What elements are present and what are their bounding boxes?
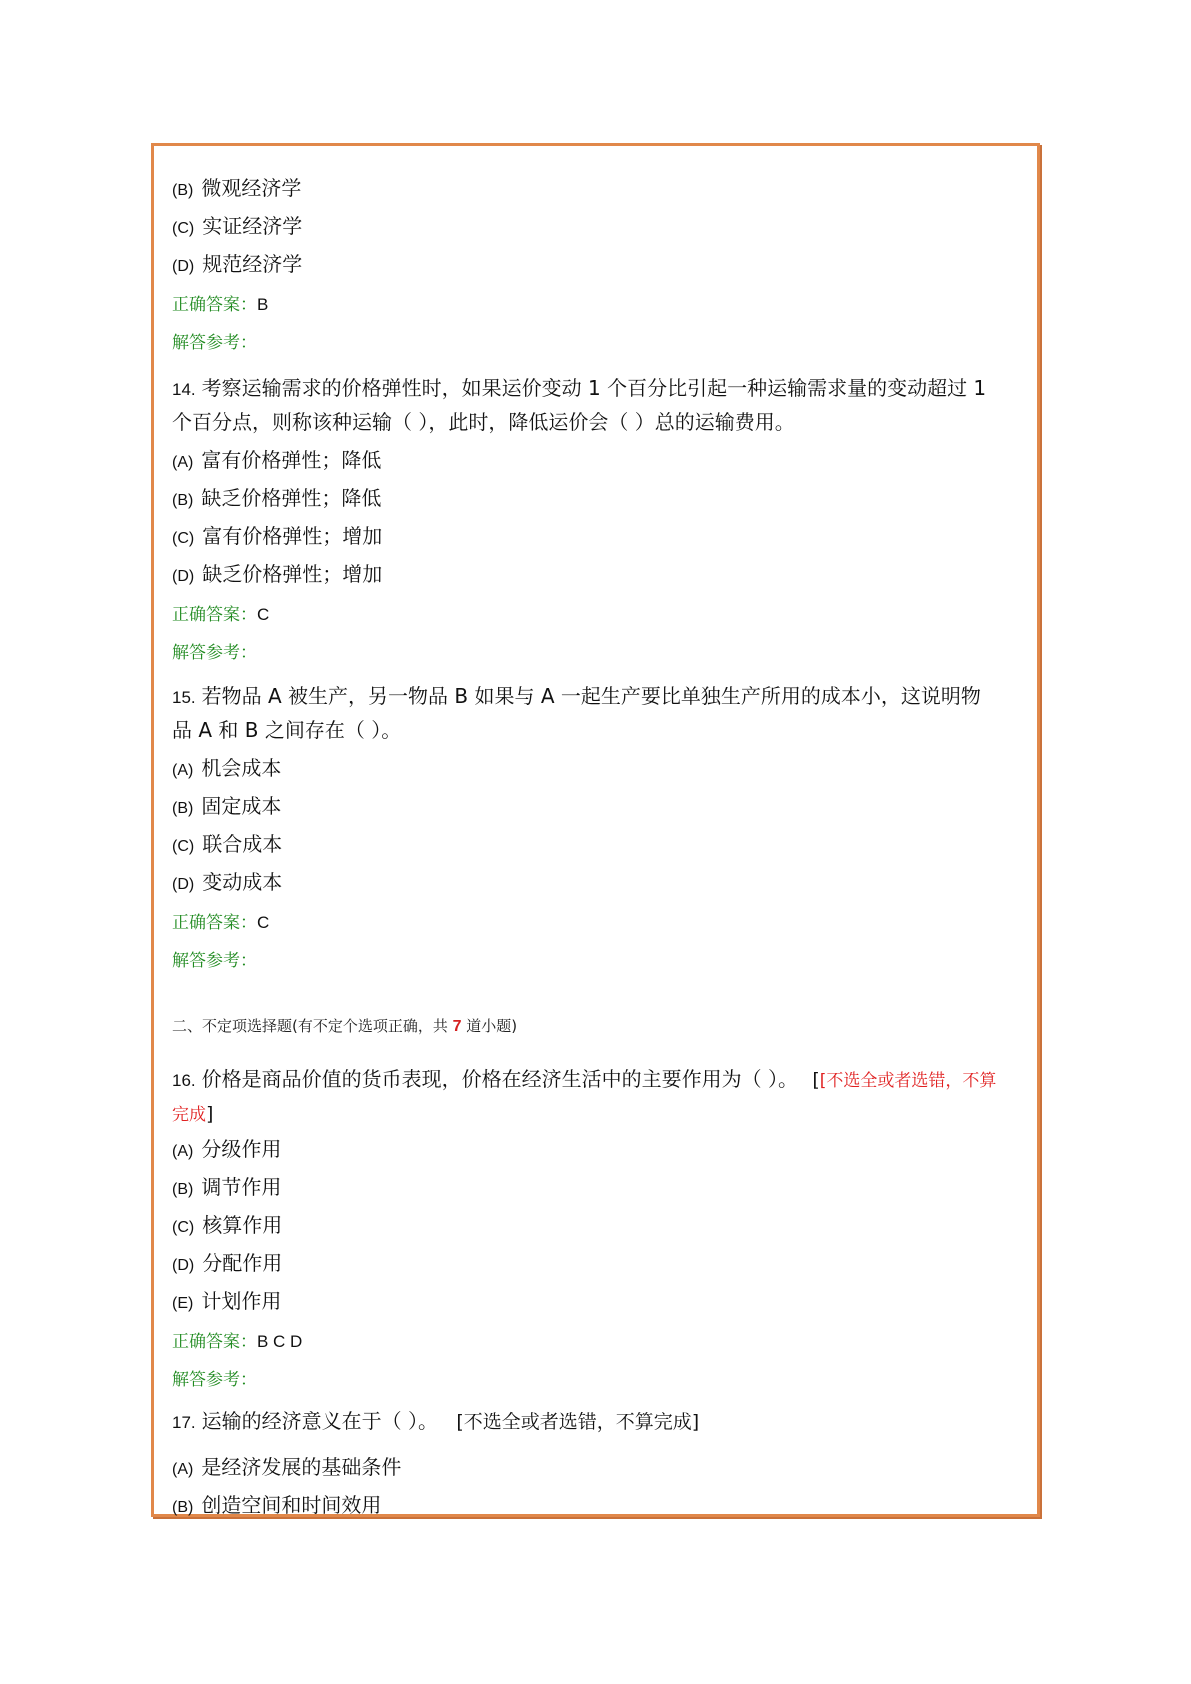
option-text: 富有价格弹性；增加 (202, 524, 383, 548)
option-text: 变动成本 (202, 870, 283, 894)
q17-option-b[interactable] (172, 1489, 381, 1518)
incomplete-warning: [不选全或者选错，不算 (819, 1071, 997, 1091)
option-text: 创造空间和时间效用 (201, 1493, 382, 1517)
q13-option-b[interactable] (172, 172, 301, 201)
option-label: (E) (172, 1295, 194, 1312)
q16-stem: 16. 价格是商品价值的货币表现，价格在经济生活中的主要作用为（ ）。 [[不选全或者选错，不算 完成] (172, 1067, 997, 1125)
q15-reference: 解答参考： (172, 951, 257, 971)
q15-option-c[interactable] (172, 828, 282, 857)
option-label: (C) (172, 1219, 195, 1236)
question-number: 16. (172, 1071, 196, 1090)
q16-option-e[interactable] (172, 1285, 281, 1314)
option-label: (A) (172, 1461, 194, 1478)
q16-option-d[interactable] (172, 1247, 282, 1276)
option-label: (A) (172, 762, 194, 779)
q15-option-a[interactable] (172, 752, 281, 781)
option-label: (A) (172, 1143, 194, 1160)
option-text: 缺乏价格弹性；降低 (201, 486, 382, 510)
q15-answer: 正确答案：C (172, 913, 270, 933)
q15-stem: 15. 若物品 A 被生产，另一物品 B 如果与 A 一起生产要比单独生产所用的成本小，这说明物 品 A 和 B 之间存在（ ）。 (172, 684, 981, 742)
q14-stem: 14. 考察运输需求的价格弹性时，如果运价变动 1 个百分比引起一种运输需求量的变动超过 1 个百分点，则称该种运输（ ），此时，降低运价会（ ）总的运输费用。 (172, 376, 987, 434)
q13-option-c[interactable] (172, 210, 302, 239)
q16-answer: 正确答案：B C D (172, 1332, 303, 1352)
q15-option-d[interactable] (172, 866, 282, 895)
option-text: 实证经济学 (202, 214, 303, 238)
q14-answer: 正确答案：C (172, 605, 270, 625)
option-label: (D) (172, 568, 195, 585)
option-label: (D) (172, 876, 195, 893)
option-text: 机会成本 (201, 756, 282, 780)
option-text: 分配作用 (202, 1251, 283, 1275)
option-text: 分级作用 (201, 1137, 282, 1161)
q16-option-b[interactable] (172, 1171, 281, 1200)
option-text: 固定成本 (201, 794, 282, 818)
q13-reference: 解答参考： (172, 333, 257, 353)
q16-option-a[interactable] (172, 1133, 281, 1162)
q13-option-d[interactable] (172, 248, 302, 277)
question-count: 7 (452, 1018, 462, 1035)
option-label: (B) (172, 492, 194, 509)
q14-reference: 解答参考： (172, 643, 257, 663)
question-number: 14. (172, 380, 196, 399)
q13-answer: 正确答案：B (172, 295, 269, 315)
question-frame (151, 143, 1040, 1517)
q14-option-d[interactable] (172, 558, 382, 587)
option-text: 缺乏价格弹性；增加 (202, 562, 383, 586)
option-label: (B) (172, 182, 194, 199)
q14-option-a[interactable] (172, 444, 381, 473)
answer-value: B (257, 295, 269, 314)
option-label: (C) (172, 220, 195, 237)
option-text: 联合成本 (202, 832, 283, 856)
answer-value: B C D (257, 1332, 303, 1351)
option-text: 计划作用 (201, 1289, 282, 1313)
answer-value: C (257, 605, 270, 624)
option-text: 核算作用 (202, 1213, 283, 1237)
section-heading: 二、不定项选择题(有不定个选项正确，共 7 道小题) (172, 1017, 518, 1035)
option-label: (D) (172, 1257, 195, 1274)
incomplete-warning: [不选全或者选错，不算完成] (456, 1411, 700, 1433)
q14-option-c[interactable] (172, 520, 382, 549)
question-number: 17. (172, 1413, 196, 1432)
option-label: (A) (172, 454, 194, 471)
q16-option-c[interactable] (172, 1209, 282, 1238)
option-label: (B) (172, 1499, 194, 1516)
q17-option-a[interactable] (172, 1451, 401, 1480)
option-text: 规范经济学 (202, 252, 303, 276)
option-label: (C) (172, 838, 195, 855)
option-text: 富有价格弹性；降低 (201, 448, 382, 472)
option-label: (D) (172, 258, 195, 275)
option-label: (B) (172, 800, 194, 817)
option-label: (B) (172, 1181, 194, 1198)
question-number: 15. (172, 688, 196, 707)
q15-option-b[interactable] (172, 790, 281, 819)
option-text: 调节作用 (201, 1175, 282, 1199)
option-label: (C) (172, 530, 195, 547)
q16-reference: 解答参考： (172, 1370, 257, 1390)
q17-stem: 17. 运输的经济意义在于（ ）。 [不选全或者选错，不算完成] (172, 1409, 700, 1433)
option-text: 是经济发展的基础条件 (201, 1455, 402, 1479)
q14-option-b[interactable] (172, 482, 381, 511)
answer-value: C (257, 913, 270, 932)
option-text: 微观经济学 (201, 176, 302, 200)
